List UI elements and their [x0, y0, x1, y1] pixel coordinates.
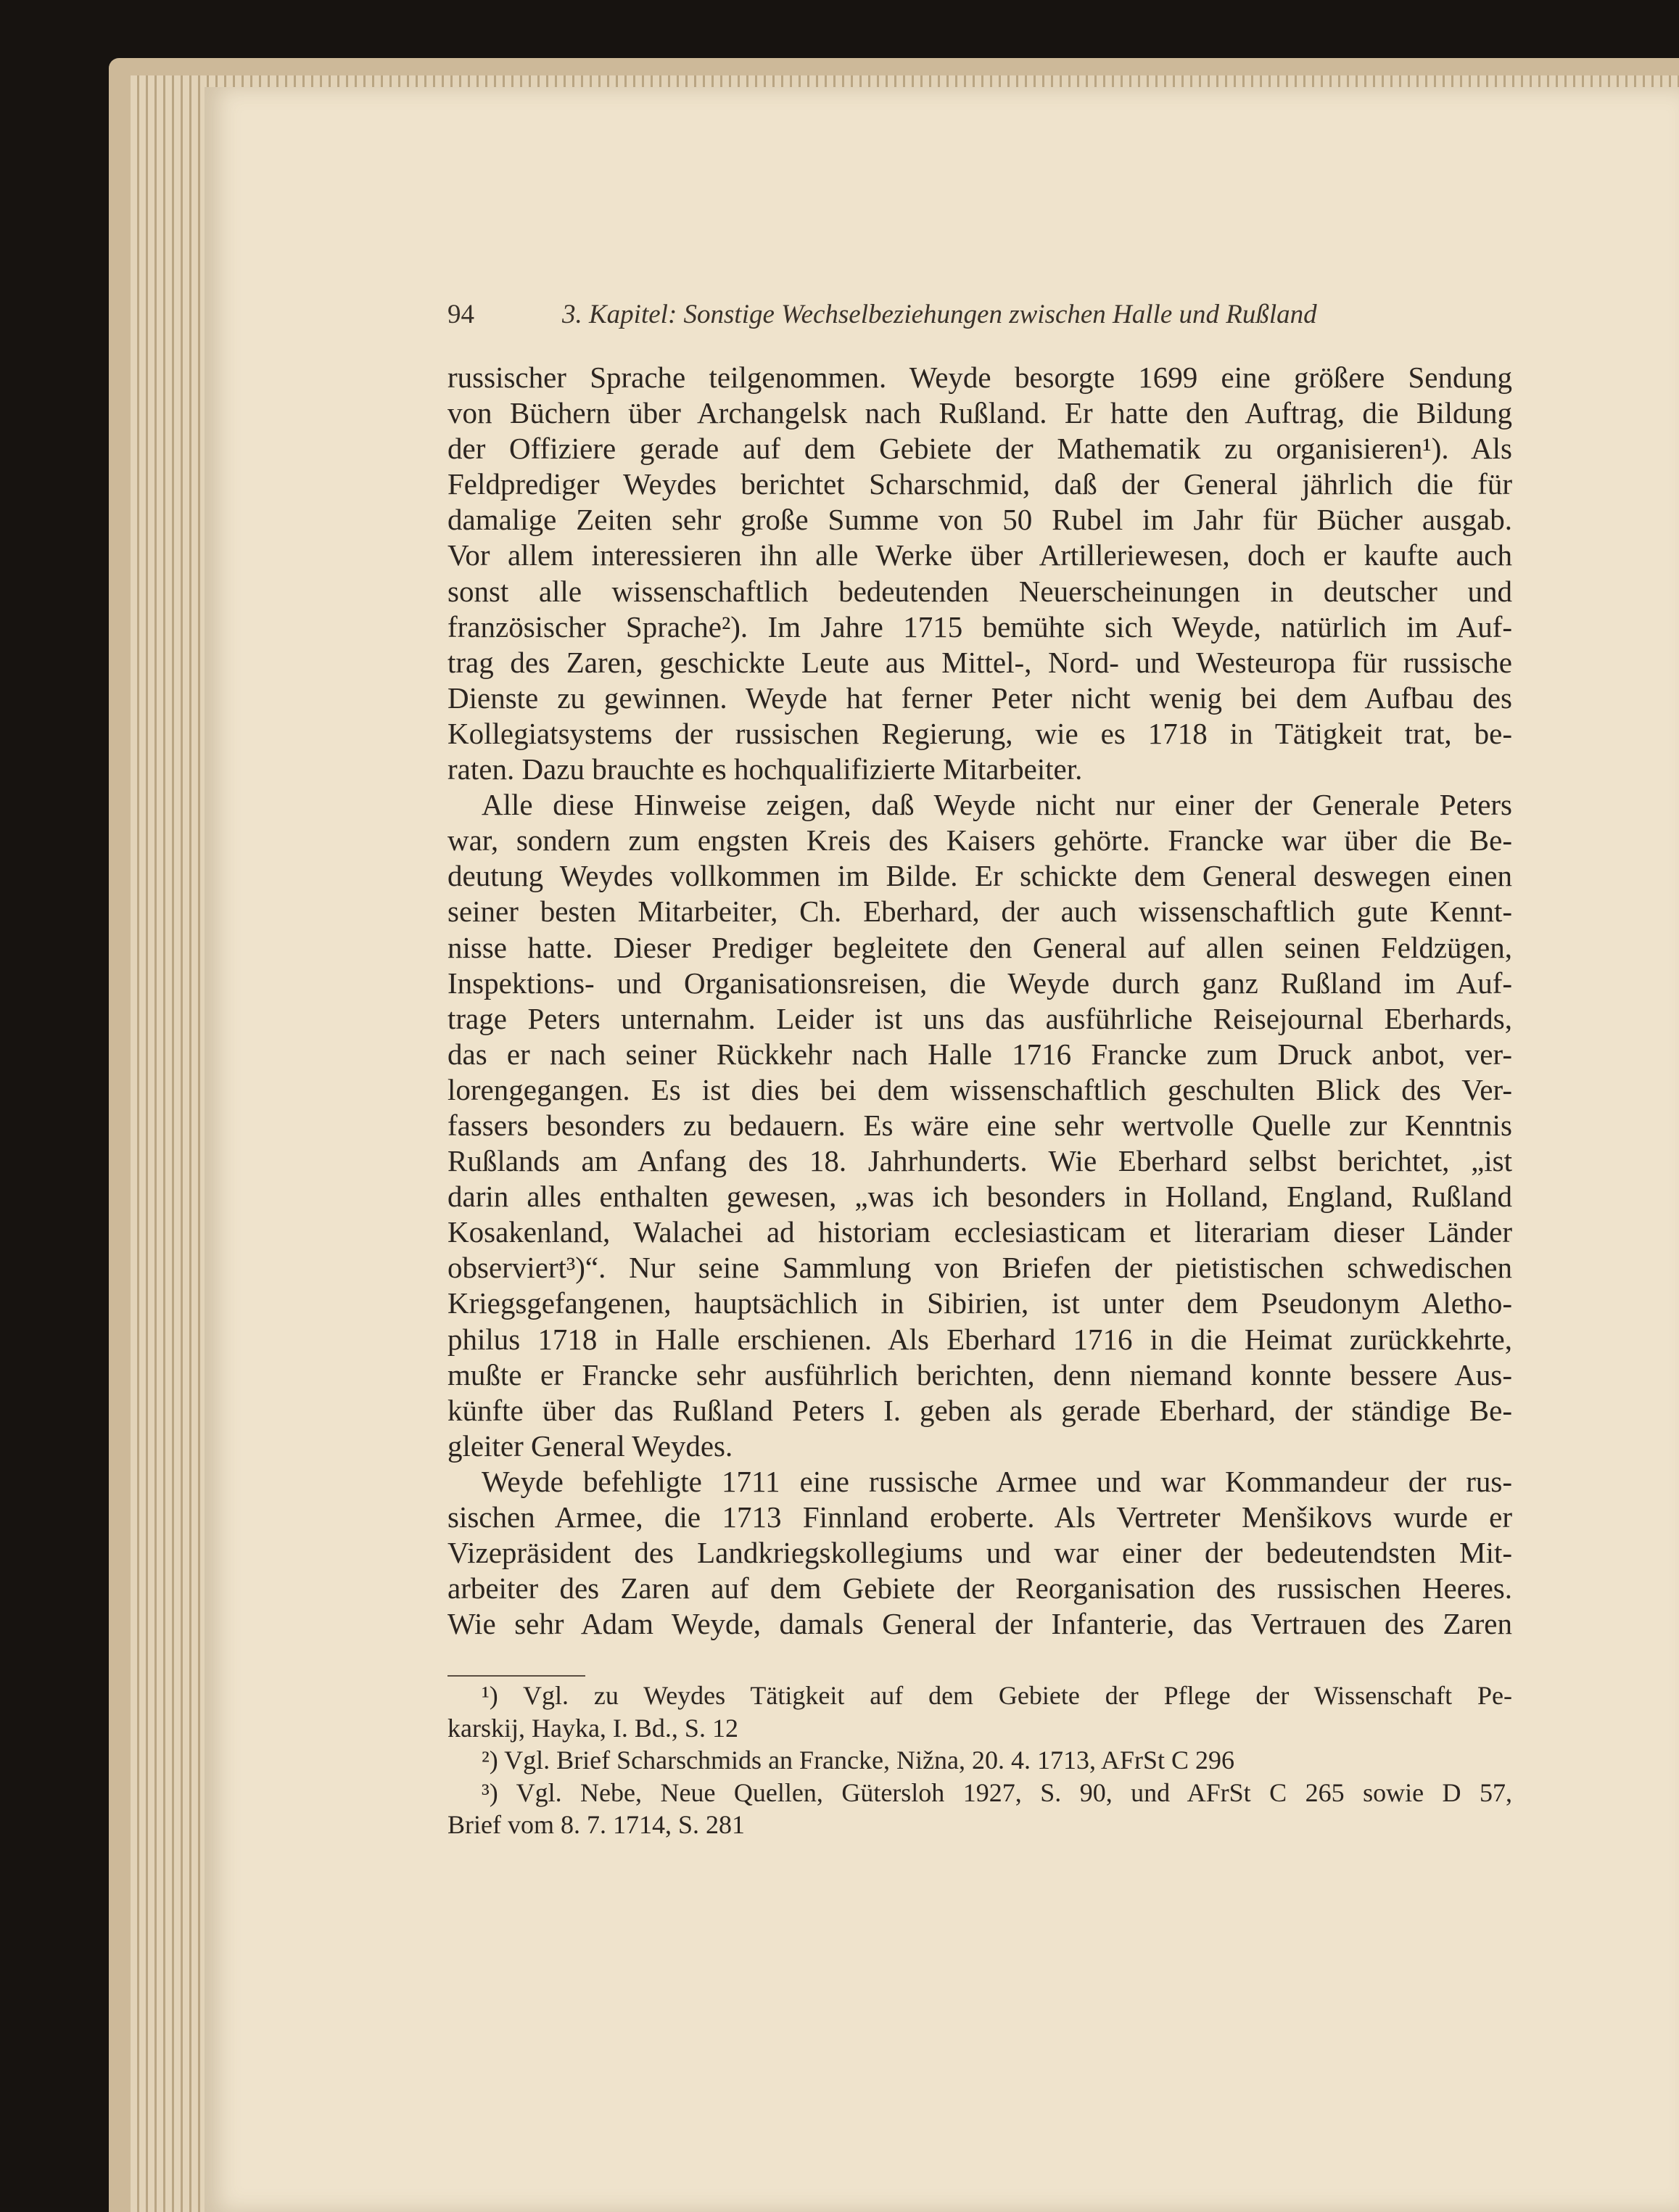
footnote-line: karskij, Hayka, I. Bd., S. 12	[447, 1713, 738, 1743]
text-line: Vizepräsident des Landkriegskollegiums und war einer der bedeutendsten Mit-	[447, 1536, 1512, 1570]
footnote-divider	[447, 1675, 585, 1677]
text-line: Rußlands am Anfang des 18. Jahrhunderts. Wie Eberhard selbst berichtet, „ist	[447, 1144, 1512, 1178]
text-line: sonst alle wissenschaftlich bedeutenden Neuerscheinungen in deutscher und	[447, 574, 1512, 608]
text-line: Inspektions- und Organisationsreisen, die Weyde durch ganz Rußland im Auf-	[447, 966, 1512, 1000]
text-line: von Büchern über Archangelsk nach Rußland. Er hatte den Auftrag, die Bildung	[447, 396, 1512, 430]
text-line: künfte über das Rußland Peters I. geben als gerade Eberhard, der ständige Be-	[447, 1393, 1512, 1427]
text-line: sischen Armee, die 1713 Finnland eroberte. Als Vertreter Menšikovs wurde er	[447, 1500, 1512, 1534]
running-title: 3. Kapitel: Sonstige Wechselbeziehungen zwischen Halle und Rußland	[562, 300, 1317, 329]
text-line: seiner besten Mitarbeiter, Ch. Eberhard, der auch wissenschaftlich gute Kennt-	[447, 895, 1512, 929]
text-line: französischer Sprache²). Im Jahre 1715 bemühte sich Weyde, natürlich im Auf-	[447, 609, 1512, 644]
text-line: trage Peters unternahm. Leider ist uns das ausführliche Reisejournal Eberhards,	[447, 1001, 1512, 1035]
text-line: arbeiter des Zaren auf dem Gebiete der Reorganisation des russischen Heeres.	[447, 1571, 1512, 1605]
text-line: Weyde befehligte 1711 eine russische Armee und war Kommandeur der rus-	[482, 1464, 1512, 1498]
text-line: observiert³)“. Nur seine Sammlung von Briefen der pietistischen schwedischen	[447, 1251, 1512, 1285]
text-line: Alle diese Hinweise zeigen, daß Weyde nicht nur einer der Generale Peters	[482, 788, 1512, 822]
text-line: philus 1718 in Halle erschienen. Als Eberhard 1716 in die Heimat zurückkehrte,	[447, 1322, 1512, 1356]
text-line: fassers besonders zu bedauern. Es wäre eine sehr wertvolle Quelle zur Kenntnis	[447, 1108, 1512, 1142]
text-line: gleiter General Weydes.	[447, 1428, 733, 1463]
running-header	[447, 299, 1405, 342]
text-line: war, sondern zum engsten Kreis des Kaisers gehörte. Francke war über die Be-	[447, 823, 1512, 858]
footnote-line: ¹) Vgl. zu Weydes Tätigkeit auf dem Gebiete der Pflege der Wissenschaft Pe-	[482, 1681, 1512, 1710]
text-line: nisse hatte. Dieser Prediger begleitete den General auf allen seinen Feldzügen,	[447, 930, 1512, 964]
footnotes	[447, 1679, 1512, 1841]
footnote-line: Brief vom 8. 7. 1714, S. 281	[447, 1810, 745, 1839]
text-line: das er nach seiner Rückkehr nach Halle 1716 Francke zum Druck anbot, ver-	[447, 1037, 1512, 1071]
footnote-line: ³) Vgl. Nebe, Neue Quellen, Gütersloh 1927, S. 90, und AFrSt C 265 sowie D 57,	[482, 1777, 1512, 1807]
text-line: raten. Dazu brauchte es hochqualifizierte Mitarbeiter.	[447, 752, 1083, 786]
text-line: deutung Weydes vollkommen im Bilde. Er schickte dem General deswegen einen	[447, 859, 1512, 893]
text-line: darin alles enthalten gewesen, „was ich besonders in Holland, England, Rußland	[447, 1180, 1512, 1214]
text-line: trag des Zaren, geschickte Leute aus Mittel-, Nord- und Westeuropa für russische	[447, 645, 1512, 679]
text-line: Wie sehr Adam Weyde, damals General der Infanterie, das Vertrauen des Zaren	[447, 1607, 1512, 1641]
text-line: Vor allem interessieren ihn alle Werke über Artilleriewesen, doch er kaufte auch	[447, 538, 1512, 572]
text-line: Kollegiatsystems der russischen Regierung, wie es 1718 in Tätigkeit trat, be-	[447, 716, 1512, 750]
text-line: Feldprediger Weydes berichtet Scharschmid, daß der General jährlich die für	[447, 467, 1512, 501]
text-line: lorengegangen. Es ist dies bei dem wissenschaftlich geschulten Blick des Ver-	[447, 1072, 1512, 1106]
text-line: damalige Zeiten sehr große Summe von 50 Rubel im Jahr für Bücher ausgab.	[447, 503, 1512, 537]
page-number: 94	[447, 300, 474, 329]
text-line: Dienste zu gewinnen. Weyde hat ferner Peter nicht wenig bei dem Aufbau des	[447, 681, 1512, 715]
text-line: Kosakenland, Walachei ad historiam ecclesiasticam et literariam dieser Länder	[447, 1215, 1512, 1249]
footnote-line: ²) Vgl. Brief Scharschmids an Francke, Nižna, 20. 4. 1713, AFrSt C 296	[482, 1746, 1235, 1775]
body-text	[447, 360, 1512, 1642]
text-line: mußte er Francke sehr ausführlich berichten, denn niemand konnte bessere Aus-	[447, 1357, 1512, 1391]
text-line: Kriegsgefangenen, hauptsächlich in Sibirien, ist unter dem Pseudonym Aletho-	[447, 1286, 1512, 1320]
text-line: der Offiziere gerade auf dem Gebiete der Mathematik zu organisieren¹). Als	[447, 432, 1512, 466]
text-line: russischer Sprache teilgenommen. Weyde besorgte 1699 eine größere Sendung	[447, 361, 1512, 394]
